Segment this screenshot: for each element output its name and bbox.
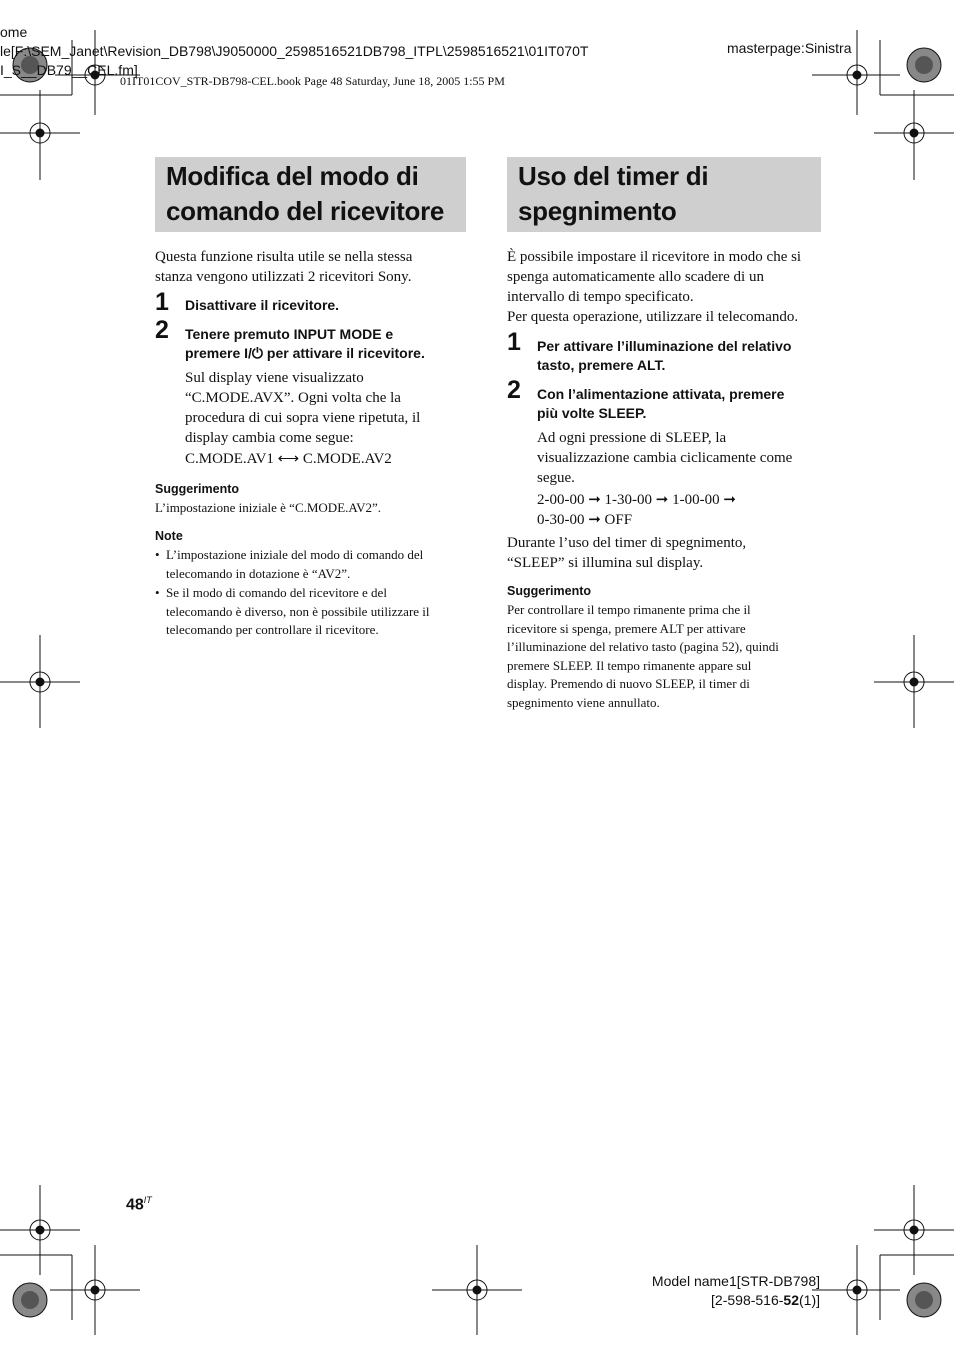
left-note-2 [155, 584, 465, 640]
left-intro [155, 247, 475, 287]
right-intro [507, 247, 837, 327]
right-tip-line: premere SLEEP. Il tempo rimanente appare sul [507, 657, 752, 673]
model-code-bold: 52 [783, 1292, 799, 1308]
right-heading-line-2: spegnimento [518, 196, 677, 226]
right-intro-line: intervallo di tempo specificato. [507, 289, 694, 305]
left-intro-line-2: stanza vengono utilizzati 2 ricevitori Sony. [155, 269, 412, 285]
right-step-2-body [537, 428, 827, 530]
right-intro-line: spenga automaticamente allo scadere di un [507, 269, 764, 285]
right-tip-title: Suggerimento [507, 584, 592, 598]
left-step-2-body [185, 368, 475, 469]
model-code-prefix: [2-598-516- [711, 1292, 784, 1308]
right-heading-line-1: Uso del timer di [518, 161, 709, 191]
right-tip-line: spegnimento viene annullato. [507, 694, 660, 710]
sleep-sequence-line-2: 0-30-00 ➞ OFF [537, 512, 633, 528]
left-step-2-line-1: Tenere premuto INPUT MODE e [185, 326, 394, 342]
left-step-2-body-line: Sul display viene visualizzato [185, 370, 364, 386]
file-path-line-3: I_S__DB79__CEL.fm] [0, 62, 138, 78]
right-during-line: Durante l’uso del timer di spegnimento, [507, 535, 747, 551]
left-intro-line-1: Questa funzione risulta utile se nella stessa [155, 249, 413, 265]
sleep-sequence-line-1: 2-00-00 ➞ 1-30-00 ➞ 1-00-00 ➞ [537, 492, 736, 508]
right-tip-line: display. Premendo di nuovo SLEEP, il timer di [507, 676, 750, 691]
page-number [126, 1195, 152, 1214]
right-section-heading [507, 157, 821, 232]
left-step-1-number: 1 [155, 288, 169, 316]
right-step-2-body-line: segue. [537, 470, 575, 486]
model-code-suffix: (1)] [799, 1292, 820, 1308]
left-note-1 [155, 546, 465, 583]
right-step-1-line-1: Per attivare l’illuminazione del relativo [537, 338, 792, 354]
left-note-title: Note [155, 529, 183, 543]
right-during-line: “SLEEP” si illumina sul display. [507, 555, 704, 571]
right-intro-line: Per questa operazione, utilizzare il telecomando. [507, 309, 799, 325]
right-tip-line: ricevitore si spenga, premere ALT per attivare [507, 620, 746, 636]
right-step-1-text [537, 337, 827, 375]
left-heading-line-1: Modifica del modo di [166, 161, 419, 191]
right-step-2-text [537, 385, 827, 423]
right-step-2-body-line: visualizzazione cambia ciclicamente come [537, 450, 793, 466]
left-heading-line-2: comando del ricevitore [166, 196, 445, 226]
right-step-2-number: 2 [507, 376, 521, 404]
left-section-heading [155, 157, 466, 232]
right-during [507, 533, 827, 573]
note-2-line: telecomando è diverso, non è possibile utilizzare il [166, 603, 430, 619]
left-step-2-number: 2 [155, 316, 169, 344]
file-path-line-2: le[F:\SEM_Janet\Revision_DB798\J9050000_2598516521DB798_ITPL\2598516521\01IT070T [0, 43, 589, 59]
file-path-line-1: ome [0, 24, 28, 40]
left-step-2-body-line: display cambia come segue: [185, 430, 354, 446]
model-name-line: Model name1[STR-DB798] [651, 1273, 820, 1289]
model-code-line [711, 1292, 820, 1309]
right-tip-line: Per controllare il tempo rimanente prima che il [507, 602, 751, 617]
note-2-line: • Se il modo di comando del ricevitore e del [166, 585, 387, 600]
right-step-2-line-1: Con l’alimentazione attivata, premere [537, 386, 785, 402]
book-info-line: 01IT01COV_STR-DB798-CEL.book Page 48 Saturday, June 18, 2005 1:55 PM [120, 74, 505, 88]
right-tip-text [507, 601, 827, 712]
right-step-1-line-2: tasto, premere ALT. [537, 357, 666, 373]
right-intro-line: È possibile impostare il ricevitore in modo che si [507, 249, 802, 265]
mode-sequence: C.MODE.AV1 ⟷ C.MODE.AV2 [185, 451, 392, 467]
left-tip-title: Suggerimento [155, 482, 240, 496]
note-1-line: telecomando in dotazione è “AV2”. [166, 565, 351, 581]
left-step-2-line-2: premere I/⏻ per attivare il ricevitore. [185, 345, 425, 361]
page-number-suffix: IT [143, 1195, 152, 1205]
right-step-2-body-line: Ad ogni pressione di SLEEP, la [537, 430, 727, 446]
left-step-2-body-line: procedura di cui sopra viene ripetuta, il [185, 410, 421, 426]
left-tip-text: L’impostazione iniziale è “C.MODE.AV2”. [155, 500, 382, 515]
note-2-line: telecomando per controllare il ricevitore. [166, 622, 379, 637]
left-step-1-text: Disattivare il ricevitore. [185, 297, 340, 313]
masterpage-label: masterpage:Sinistra [727, 40, 852, 56]
left-step-2-body-line: “C.MODE.AVX”. Ogni volta che la [185, 390, 401, 406]
right-step-1-number: 1 [507, 328, 521, 356]
left-step-2-text [185, 325, 475, 363]
right-tip-line: l’illuminazione del relativo tasto (pagina 52), quindi [507, 639, 779, 654]
page-number-value: 48 [126, 1196, 144, 1214]
note-1-line: • L’impostazione iniziale del modo di comando del [166, 547, 424, 562]
right-step-2-line-2: più volte SLEEP. [537, 405, 647, 421]
